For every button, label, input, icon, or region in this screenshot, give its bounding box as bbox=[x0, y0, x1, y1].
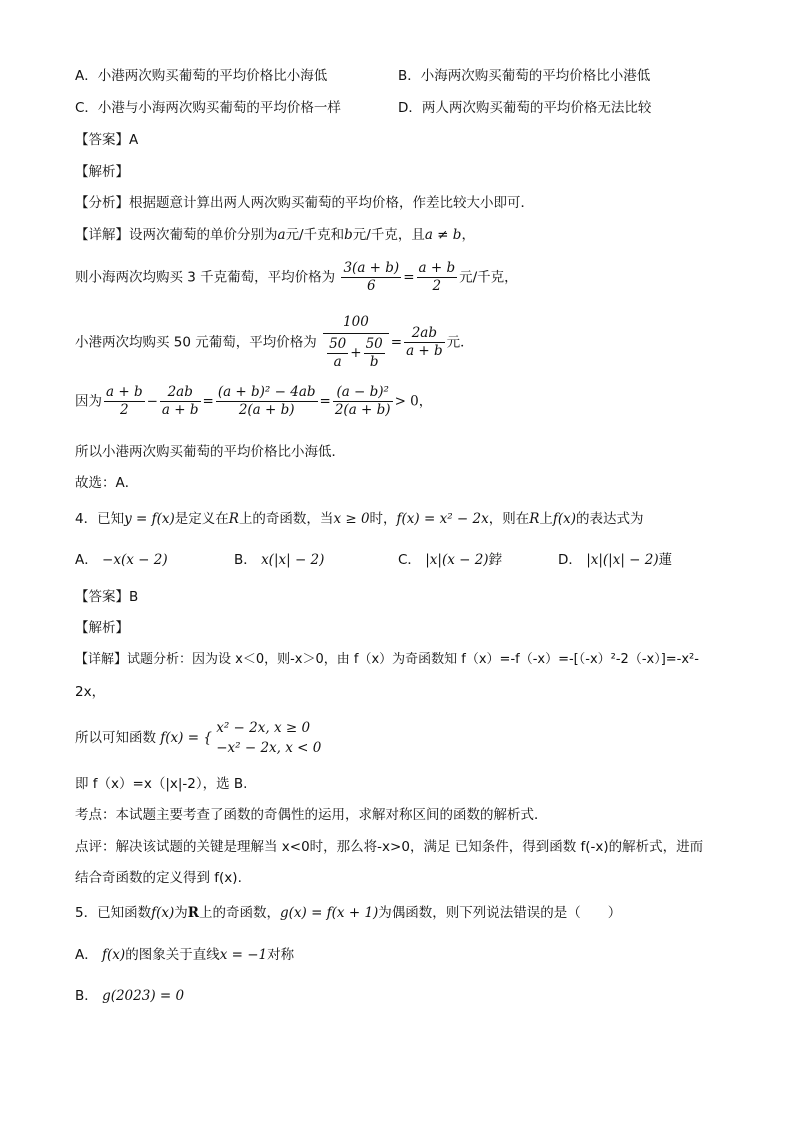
q4-stem-mid3: 时， bbox=[369, 511, 397, 527]
q3-xiaohai-frac1 bbox=[341, 260, 401, 295]
q3-xiaogang-sub-frac2 bbox=[364, 336, 385, 371]
q3-option-a: A．小港两次购买葡萄的平均价格比小海低 bbox=[75, 68, 328, 84]
option-tail: 蓮 bbox=[658, 552, 673, 568]
q4-detail-2: 2x， bbox=[75, 684, 106, 700]
option-line: x = −1 bbox=[219, 947, 268, 963]
q4-stem-prefix: 4．已知 bbox=[75, 511, 125, 527]
q3-fenxi: 【分析】根据题意计算出两人两次购买葡萄的平均价格，作差比较大小即可． bbox=[75, 195, 534, 211]
option-expr: g(2023) = 0 bbox=[102, 988, 185, 1004]
option-text: 的图象关于直线 bbox=[125, 947, 220, 963]
frac-numerator: 100 bbox=[323, 314, 389, 334]
frac-denominator: 6 bbox=[367, 278, 376, 294]
option-expr: −x(x − 2) bbox=[102, 552, 168, 568]
q4-stem-mid5: 上 bbox=[539, 511, 553, 527]
q3-condition: a ≠ b bbox=[424, 227, 462, 243]
q3-because-prefix: 因为 bbox=[75, 393, 102, 410]
q5-stem-mid1: 为 bbox=[174, 905, 188, 921]
q3-xiangjie-prefix: 【详解】设两次葡萄的单价分别为 bbox=[75, 227, 278, 243]
q4-stem-mid1: 是定义在 bbox=[174, 511, 229, 527]
q3-xiangjie bbox=[75, 226, 475, 244]
option-label: D． bbox=[558, 552, 582, 568]
q3-xiaogang-suffix: 元． bbox=[446, 334, 474, 351]
q4-stem-fx: f(x) bbox=[552, 511, 577, 527]
option-tail: 对称 bbox=[267, 947, 295, 963]
frac-numerator: 2ab bbox=[160, 384, 201, 402]
q4-piece-bottom: −x² − 2x, x < 0 bbox=[216, 740, 322, 756]
q3-xiaohai-line: 则小海两次均购买 3 千克葡萄，平均价格为 $\frac{3(a + b)}{6}$ = $\frac{a + b}{2}$ 元/千克， bbox=[75, 260, 518, 294]
q4-piece-prefix: 所以可知函数 bbox=[75, 730, 156, 746]
q4-piece-system bbox=[216, 718, 321, 758]
q3-xiangjie-comma: ， bbox=[461, 227, 475, 243]
q3-xiaohai-frac2 bbox=[417, 260, 458, 295]
frac-numerator: a + b bbox=[106, 384, 143, 400]
q4-option-c bbox=[398, 551, 502, 569]
q3-conclusion: 所以小港两次购买葡萄的平均价格比小海低． bbox=[75, 444, 345, 460]
q4-stem-R1: R bbox=[228, 511, 239, 527]
frac-denominator: 2(a + b) bbox=[238, 402, 295, 418]
q3-because-frac2 bbox=[160, 384, 201, 419]
frac-numerator: 50 bbox=[365, 336, 383, 352]
q3-because-frac4 bbox=[333, 384, 393, 419]
q3-xiaohai-suffix: 元/千克， bbox=[459, 269, 518, 286]
option-label: C． bbox=[398, 552, 421, 568]
q5-stem-mid2: 上的奇函数， bbox=[198, 905, 280, 921]
q4-stem-expr: f(x) = x² − 2x bbox=[396, 511, 489, 527]
q4-stem-func: y = f(x) bbox=[124, 511, 175, 527]
frac-denominator: a + b bbox=[161, 402, 199, 418]
q3-xiaogang-prefix: 小港两次均购买 50 元葡萄，平均价格为 bbox=[75, 334, 317, 351]
frac-numerator: 2ab bbox=[404, 325, 445, 343]
q3-because-line: 因为 $\frac{a + b}{2}$ − $\frac{2ab}{a + b}$ = $\frac{\text{(a + b)² − 4ab}}{2(a + b)}$ = $\frac{\text{(a − b)²}}{2(a + b)}$ > 0， bbox=[75, 384, 433, 418]
q4-answer: 【答案】B bbox=[75, 589, 139, 605]
q4-option-b bbox=[234, 551, 324, 569]
q3-xiaogang-big-frac bbox=[323, 314, 389, 371]
q3-option-b: B．小海两次购买葡萄的平均价格比小港低 bbox=[398, 68, 651, 84]
option-fx: f(x) bbox=[102, 947, 126, 963]
q3-xiaohai-prefix: 则小海两次均购买 3 千克葡萄，平均价格为 bbox=[75, 269, 336, 286]
option-label: A． bbox=[75, 947, 98, 963]
q4-piecewise-line bbox=[75, 718, 321, 758]
q4-result: 即 f（x）=x（|x|-2），选 B. bbox=[75, 776, 248, 792]
frac-numerator: 50 bbox=[329, 336, 347, 352]
q3-xiaogang-result-frac bbox=[404, 325, 445, 360]
frac-denominator: b bbox=[369, 354, 379, 370]
option-expr: x(|x| − 2) bbox=[261, 552, 325, 568]
q4-detail-1: 【详解】试题分析：因为设 x＜0，则-x＞0，由 f（x）为奇函数知 f（x）=-f（-x）=-[（-x）²-2（-x）]=-x²- bbox=[75, 652, 699, 667]
q4-option-a bbox=[75, 551, 168, 569]
q4-piece-top: x² − 2x, x ≥ 0 bbox=[216, 720, 311, 736]
q3-xiangjie-mid: 元/千克和 bbox=[285, 227, 345, 243]
q4-stem bbox=[75, 510, 644, 528]
q5-stem-end: 为偶函数，则下列说法错误的是（ ） bbox=[378, 905, 622, 921]
q3-var-a: a bbox=[277, 227, 286, 243]
q3-option-d: D．两人两次购买葡萄的平均价格无法比较 bbox=[398, 100, 652, 116]
q3-xiaogang-line: 小港两次均购买 50 元葡萄，平均价格为 100 $\frac{50}{a}$ + $\frac{50}{b}$ = $\frac{2ab}{a + b}$ 元． bbox=[75, 314, 474, 370]
q4-analysis-heading: 【解析】 bbox=[75, 620, 129, 636]
q4-option-d bbox=[558, 551, 672, 569]
q3-xiaogang-sub-frac1 bbox=[327, 336, 348, 371]
option-expr: |x|(x − 2) bbox=[425, 552, 489, 568]
frac-numerator: a + b bbox=[418, 260, 456, 276]
q4-stem-R2: R bbox=[529, 511, 540, 527]
option-tail: 鋍 bbox=[488, 552, 503, 568]
frac-numerator: 3(a + b) bbox=[343, 260, 400, 276]
q5-option-a bbox=[75, 946, 294, 964]
q3-because-tail: > 0， bbox=[394, 393, 433, 410]
q4-stem-mid4: ，则在 bbox=[488, 511, 530, 527]
frac-denominator: 2 bbox=[120, 402, 129, 418]
q5-stem-R: R bbox=[187, 905, 199, 921]
q4-dianping-1: 点评：解决该试题的关键是理解当 x<0时，那么将-x>0，满足 已知条件，得到函数 f(-x)的解析式，进而 bbox=[75, 839, 704, 855]
q3-because-frac1 bbox=[104, 384, 145, 419]
option-label: B． bbox=[75, 988, 98, 1004]
q4-piece-fx: f(x) = { bbox=[160, 730, 212, 746]
frac-denominator: a + b bbox=[406, 343, 443, 359]
q3-var-b: b bbox=[344, 227, 353, 243]
option-label: A． bbox=[75, 552, 98, 568]
q4-kaodian: 考点：本试题主要考查了函数的奇偶性的运用，求解对称区间的函数的解析式． bbox=[75, 807, 548, 823]
q3-analysis-heading: 【解析】 bbox=[75, 164, 129, 180]
frac-denominator: 2(a + b) bbox=[334, 402, 391, 418]
frac-numerator: (a + b)² − 4ab bbox=[217, 384, 316, 400]
q4-stem-mid2: 上的奇函数，当 bbox=[238, 511, 334, 527]
option-expr: |x|(|x| − 2) bbox=[586, 552, 659, 568]
q3-xiangjie-end: 元/千克，且 bbox=[352, 227, 425, 243]
q4-stem-cond: x ≥ 0 bbox=[333, 511, 370, 527]
q3-option-c: C．小港与小海两次购买葡萄的平均价格一样 bbox=[75, 100, 341, 116]
option-label: B． bbox=[234, 552, 257, 568]
q3-answer: 【答案】A bbox=[75, 132, 139, 148]
q5-stem bbox=[75, 904, 621, 922]
q3-because-frac3 bbox=[216, 384, 318, 419]
q5-stem-fx: f(x) bbox=[151, 905, 175, 921]
frac-denominator: a bbox=[333, 354, 342, 370]
q3-choice: 故选：A． bbox=[75, 475, 139, 491]
q5-stem-gx: g(x) = f(x + 1) bbox=[279, 905, 379, 921]
q5-stem-prefix: 5．已知函数 bbox=[75, 905, 152, 921]
q4-dianping-2: 结合奇函数的定义得到 f(x). bbox=[75, 870, 242, 886]
frac-numerator: (a − b)² bbox=[333, 384, 393, 402]
q4-stem-end: 的表达式为 bbox=[576, 511, 644, 527]
frac-denominator: $\frac{50}{a}$ + $\frac{50}{b}$ bbox=[329, 336, 383, 370]
frac-denominator: 2 bbox=[432, 278, 442, 294]
q5-option-b bbox=[75, 987, 184, 1005]
